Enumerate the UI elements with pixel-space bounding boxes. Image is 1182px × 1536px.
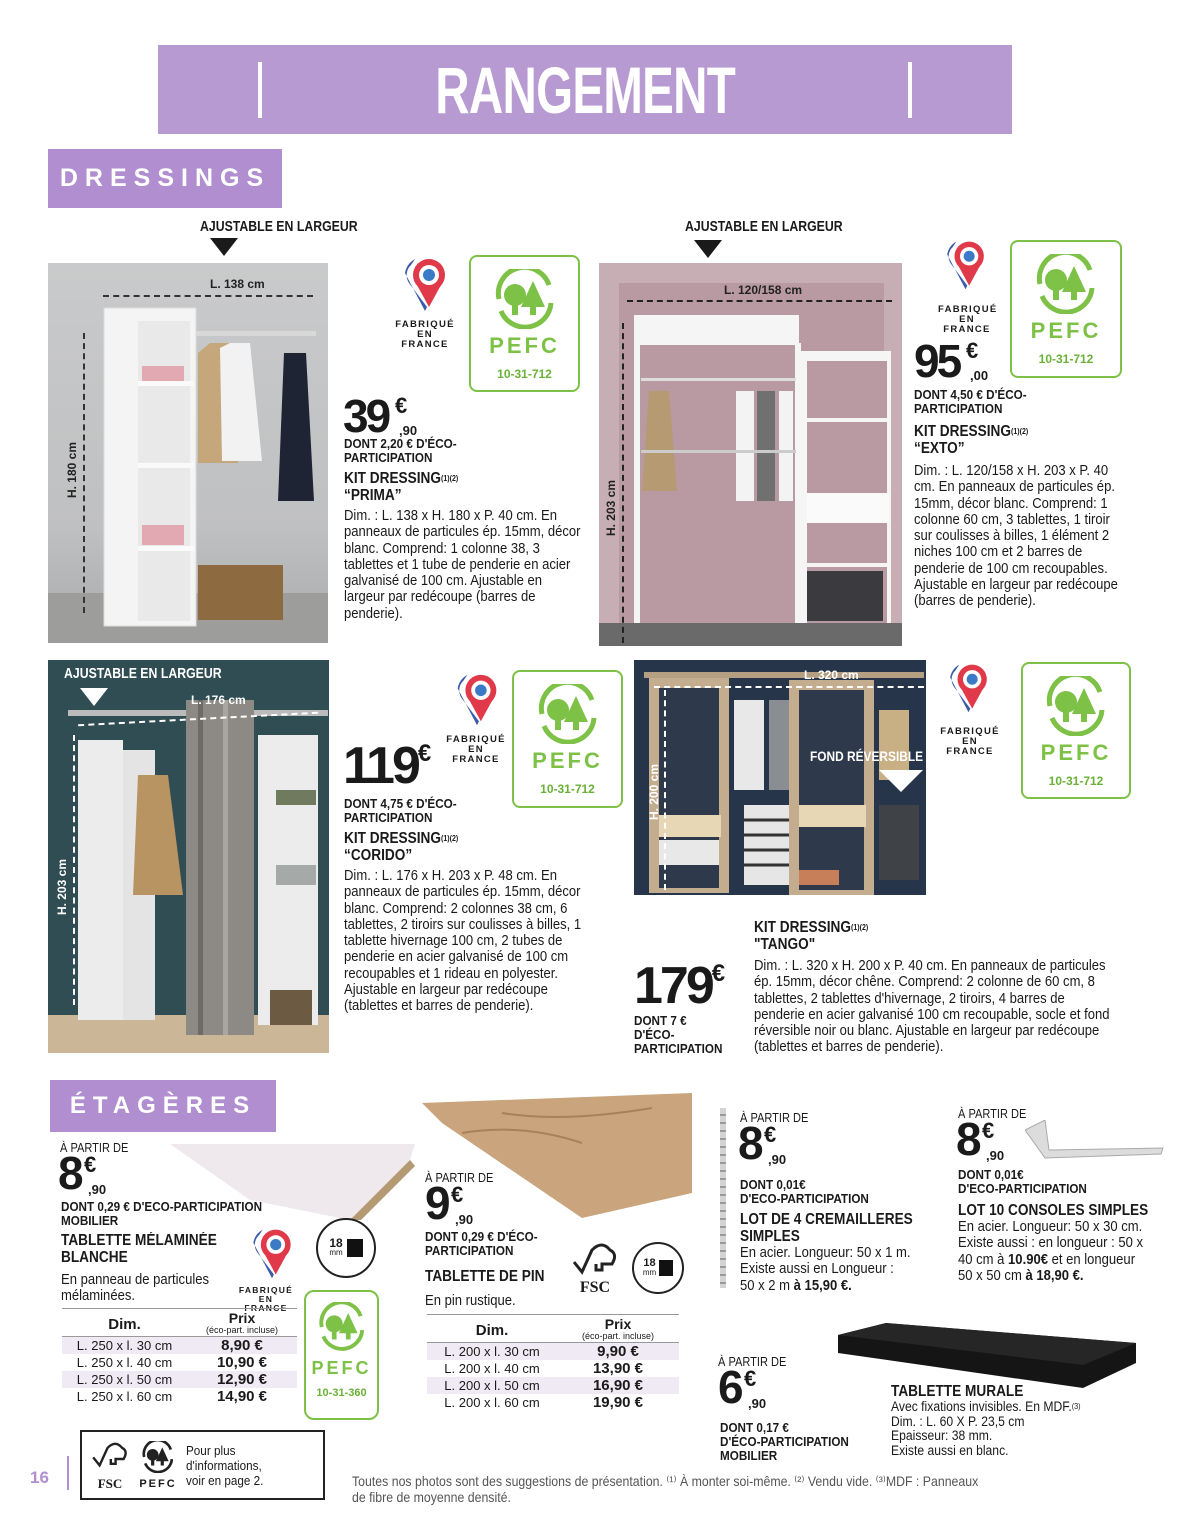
wardrobe-illustration: [599, 263, 902, 646]
made-in-france-icon: [938, 237, 993, 292]
pefc-code: 10-31-360: [316, 1387, 367, 1399]
width-dimension: L. 176 cm: [191, 693, 246, 707]
product-title: BLANCHE: [61, 1249, 128, 1266]
product-photo-tango: [634, 660, 926, 895]
pefc-code: 10-31-712: [1038, 352, 1094, 366]
product-name: “EXTO”: [914, 440, 965, 457]
height-dimension: H. 203 cm: [55, 858, 70, 916]
product-description: Avec fixations invisibles. En MDF.$^{(3)}$ Dim. : L. 60 X P. 23,5 cm Epaisseur: 38 mm. Existe aussi en blanc.: [891, 1399, 1081, 1458]
table-row: L. 250 x l. 50 cm 12,90 €: [62, 1371, 297, 1388]
page-title: RANGEMENT: [435, 52, 735, 127]
from-label: À PARTIR DE: [740, 1110, 809, 1125]
product-photo-corido: [48, 660, 329, 1053]
pefc-trees-icon: [1030, 254, 1102, 314]
price-tango: 179€: [634, 957, 726, 1015]
col-price: Prix (éco-part. incluse): [581, 1316, 655, 1341]
adjustable-label: AJUSTABLE EN LARGEUR: [200, 218, 358, 235]
eco-participation: DONT 0,01€ D'ECO-PARTICIPATION: [740, 1177, 869, 1206]
from-label: À PARTIR DE: [60, 1140, 129, 1155]
product-title: TABLETTE MURALE: [891, 1383, 1024, 1400]
product-photo-exto: [599, 263, 902, 646]
banner-divider: [258, 62, 262, 118]
eco-participation: DONT 0,29 € D'ÉCO-PARTICIPATION: [425, 1229, 538, 1258]
pefc-text: PEFC: [311, 1358, 372, 1378]
table-row: L. 200 x l. 50 cm 16,90 €: [427, 1377, 679, 1394]
price-cremailleres: 8 € ,90: [738, 1117, 787, 1169]
adjustable-label: AJUSTABLE EN LARGEUR: [685, 218, 843, 235]
section-tag-dressings: DRESSINGS: [48, 149, 282, 208]
eco-participation: DONT 0,01€ D'ECO-PARTICIPATION: [958, 1167, 1087, 1196]
eco-participation: DONT 0,17 € D'ÉCO-PARTICIPATION MOBILIER: [720, 1420, 849, 1463]
product-title: KIT $DRESSING^{(1)(2)}$: [344, 830, 459, 847]
fsc-logo: FSC: [90, 1439, 130, 1492]
width-arrow: [627, 300, 892, 302]
fsc-logo: FSC: [565, 1240, 625, 1300]
table-row: L. 250 x l. 60 cm 14,90 €: [76, 1388, 268, 1405]
table-row: L. 200 x l. 40 cm 13,90 €: [444, 1360, 644, 1377]
info-text: Pour plus d'informations, voir en page 2.: [186, 1442, 264, 1488]
arrow-down-icon: [80, 688, 108, 706]
banner-divider: [908, 62, 912, 118]
section-tag-etageres: ÉTAGÈRES: [50, 1080, 276, 1132]
pefc-trees-icon: [532, 684, 604, 744]
page-banner: [158, 45, 1012, 134]
product-photo-rack: [720, 1108, 726, 1288]
price-melamine: 8 € ,90: [58, 1147, 107, 1199]
made-in-france-icon: [244, 1225, 300, 1281]
height-arrow: [83, 333, 85, 613]
arrow-down-icon: [879, 770, 923, 792]
product-description: Dim. : L. 176 x H. 203 x P. 48 cm. En panneaux de particules ép. 15mm, décor blanc. Comprend: 2 colonnes 38 cm, 6 tablettes, 2 tiroirs sur coulisses à billes, 1 tablette hivernage 100 cm, 2 tubes de penderie en acier galvanisé de 100 cm recoupables et 1 rideau en polyester. Ajustable en largeur par redécoupe (tablettes et barres de penderie).: [344, 868, 582, 1015]
from-label: À PARTIR DE: [425, 1170, 494, 1185]
height-dimension: H. 180 cm: [65, 441, 80, 499]
pefc-badge: [469, 255, 580, 392]
made-in-france-label: FABRIQUÉ EN FRANCE: [395, 319, 455, 350]
made-in-france-icon: [941, 660, 996, 715]
col-price: Prix (éco-part. incluse): [205, 1310, 279, 1335]
product-title: KIT $DRESSING^{(1)(2)}$: [344, 470, 459, 487]
height-arrow: [622, 323, 624, 643]
width-dimension: L. 320 cm: [804, 668, 859, 682]
width-arrow: [654, 686, 924, 688]
width-dimension: L. 138 cm: [210, 277, 265, 291]
certification-info-box: [80, 1430, 325, 1500]
product-photo-wall-shelf: [838, 1323, 1138, 1388]
table-divider: [427, 1314, 679, 1315]
product-name: “PRIMA”: [344, 487, 402, 504]
pefc-trees-icon: [489, 269, 561, 329]
product-name: "TANGO": [754, 936, 816, 953]
product-title: LOT DE 4 CREMAILLERES: [740, 1211, 913, 1228]
product-photo-prima: [48, 263, 328, 643]
width-dimension: L. 120/158 cm: [724, 283, 803, 297]
price-corido: 119€: [343, 737, 432, 795]
product-title: LOT 10 CONSOLES SIMPLES: [958, 1202, 1149, 1219]
price-pin: 9 € ,90: [425, 1177, 474, 1229]
reversible-back-label: FOND RÉVERSIBLE: [810, 748, 924, 764]
from-label: À PARTIR DE: [958, 1106, 1027, 1121]
width-arrow: [103, 295, 313, 297]
pefc-badge: [304, 1290, 379, 1420]
adjustable-label: AJUSTABLE EN LARGEUR: [64, 665, 222, 682]
made-in-france-label: FABRIQUÉ EN FRANCE: [446, 734, 506, 765]
product-description: En acier. Longueur: 50 x 1 m. Existe aussi en Longueur : 50 x 2 m à 15,90 €.: [740, 1245, 911, 1294]
pefc-code: 10-31-712: [497, 367, 552, 381]
made-in-france-label: FABRIQUÉ EN FRANCE: [940, 726, 1000, 757]
price-exto: 95 € ,00: [914, 335, 989, 387]
page-number: 16: [30, 1468, 49, 1487]
price-prima: 39 € ,90: [343, 390, 418, 442]
thickness-icon: 18 mm: [316, 1218, 376, 1278]
page-number-divider: [67, 1456, 69, 1490]
height-dimension: H. 200 cm: [647, 763, 662, 821]
pefc-badge: [512, 670, 623, 808]
from-label: À PARTIR DE: [718, 1354, 787, 1369]
height-dimension: H. 203 cm: [604, 479, 619, 537]
product-description: En acier. Longueur: 50 x 30 cm. Existe aussi : en longueur : 50 x 40 cm à 10.90€ et en longueur 50 x 50 cm à 18,90 €.: [958, 1219, 1143, 1284]
made-in-france-icon: [448, 670, 506, 728]
arrow-down-icon: [694, 240, 722, 258]
table-row: L. 200 x l. 60 cm 19,90 €: [444, 1394, 644, 1411]
col-dim: Dim.: [108, 1315, 141, 1333]
table-row: L. 250 x l. 40 cm 10,90 €: [76, 1354, 268, 1371]
product-photo-console: [1025, 1120, 1165, 1160]
pefc-trees-icon: [314, 1302, 370, 1352]
product-title: TABLETTE DE PIN: [425, 1268, 545, 1285]
arrow-down-icon: [210, 238, 238, 256]
product-title: SIMPLES: [740, 1228, 800, 1245]
eco-participation: DONT 0,29 € D'ECO-PARTICIPATION MOBILIER: [61, 1199, 263, 1228]
thickness-icon: 18 mm: [632, 1242, 684, 1294]
pefc-code: 10-31-712: [1048, 774, 1104, 788]
table-divider: [62, 1308, 297, 1309]
product-title: KIT $DRESSING^{(1)(2)}$: [754, 919, 869, 936]
product-title: KIT $DRESSING^{(1)(2)}$: [914, 423, 1029, 440]
eco-participation: DONT 2,20 € D'ÉCO-PARTICIPATION: [344, 436, 457, 465]
price-table-pin: [427, 1318, 679, 1411]
made-in-france-label: FABRIQUÉ EN FRANCE: [238, 1285, 294, 1313]
pefc-code: 10-31-712: [540, 782, 595, 796]
product-description: En panneau de particules mélaminées.: [61, 1272, 210, 1305]
pefc-trees-icon: [1040, 676, 1112, 736]
made-in-france-icon: [395, 255, 455, 313]
wardrobe-illustration: [48, 263, 328, 643]
made-in-france-label: FABRIQUÉ EN FRANCE: [938, 304, 998, 335]
pefc-text: PEFC: [532, 748, 603, 773]
height-arrow: [664, 690, 666, 890]
product-name: “CORIDO”: [344, 847, 413, 864]
pefc-text: PEFC: [489, 333, 560, 358]
pefc-text: PEFC: [1030, 318, 1102, 343]
price-murale: 6 € ,90: [718, 1361, 767, 1413]
table-row: L. 200 x l. 30 cm 9,90 €: [427, 1343, 679, 1361]
pefc-logo: PEFC: [138, 1441, 178, 1490]
product-description: Dim. : L. 320 x H. 200 x P. 40 cm. En panneaux de particules ép. 15mm, décor chêne. Comprend: 2 colonne de 60 cm, 8 tablettes, 2 tablettes d'hivernage, 2 tiroirs, 4 barres de penderie en acier galvanisé 100 cm recoupable, socle et fond réversible noir ou blanc. Ajustable en largeur par redécoupe (tablettes et barres de penderie).: [754, 958, 1110, 1056]
product-description: En pin rustique.: [425, 1293, 516, 1309]
price-consoles: 8 € ,90: [956, 1113, 1005, 1165]
table-row: L. 250 x l. 30 cm 8,90 €: [62, 1337, 297, 1355]
price-table-melamine: [62, 1312, 297, 1405]
fsc-tree-icon: [570, 1240, 620, 1278]
pefc-badge: [1010, 240, 1122, 378]
legal-footnote: Toutes nos photos sont des suggestions de présentation. ⁽¹⁾ À monter soi-même. ⁽²⁾ Vendu vide. ⁽³⁾MDF : Panneaux de fibre de moyenne densité.: [352, 1473, 979, 1505]
product-description: Dim. : L. 120/158 x H. 203 x P. 40 cm. En panneaux de particules ép. 15mm, décor blanc. Comprend: 1 colonne 60 cm, 3 tablettes, 1 tiroir sur coulisses à billes, 1 élément 2 niches 100 cm et 2 barres de penderie de 100 cm recoupables. Ajustable en largeur par redécoupe (barres de penderie).: [914, 463, 1118, 610]
product-title: TABLETTE MÉLAMINÉE: [61, 1232, 217, 1249]
eco-participation: DONT 4,75 € D'ÉCO-PARTICIPATION: [344, 796, 457, 825]
product-description: Dim. : L. 138 x H. 180 x P. 40 cm. En panneaux de particules ép. 15mm, décor blanc. Comprend: 1 colonne 38, 3 tablettes et 1 tube de penderie en acier galvanisé de 100 cm. Ajustable en largeur par redécoupe (barres de penderie).: [344, 508, 581, 622]
pefc-text: PEFC: [1040, 740, 1112, 765]
pefc-badge: [1021, 662, 1131, 799]
eco-participation: DONT 7 € D'ÉCO-PARTICIPATION: [634, 1013, 723, 1056]
height-arrow: [73, 735, 75, 1005]
eco-participation: DONT 4,50 € D'ÉCO-PARTICIPATION: [914, 387, 1027, 416]
col-dim: Dim.: [475, 1321, 509, 1339]
